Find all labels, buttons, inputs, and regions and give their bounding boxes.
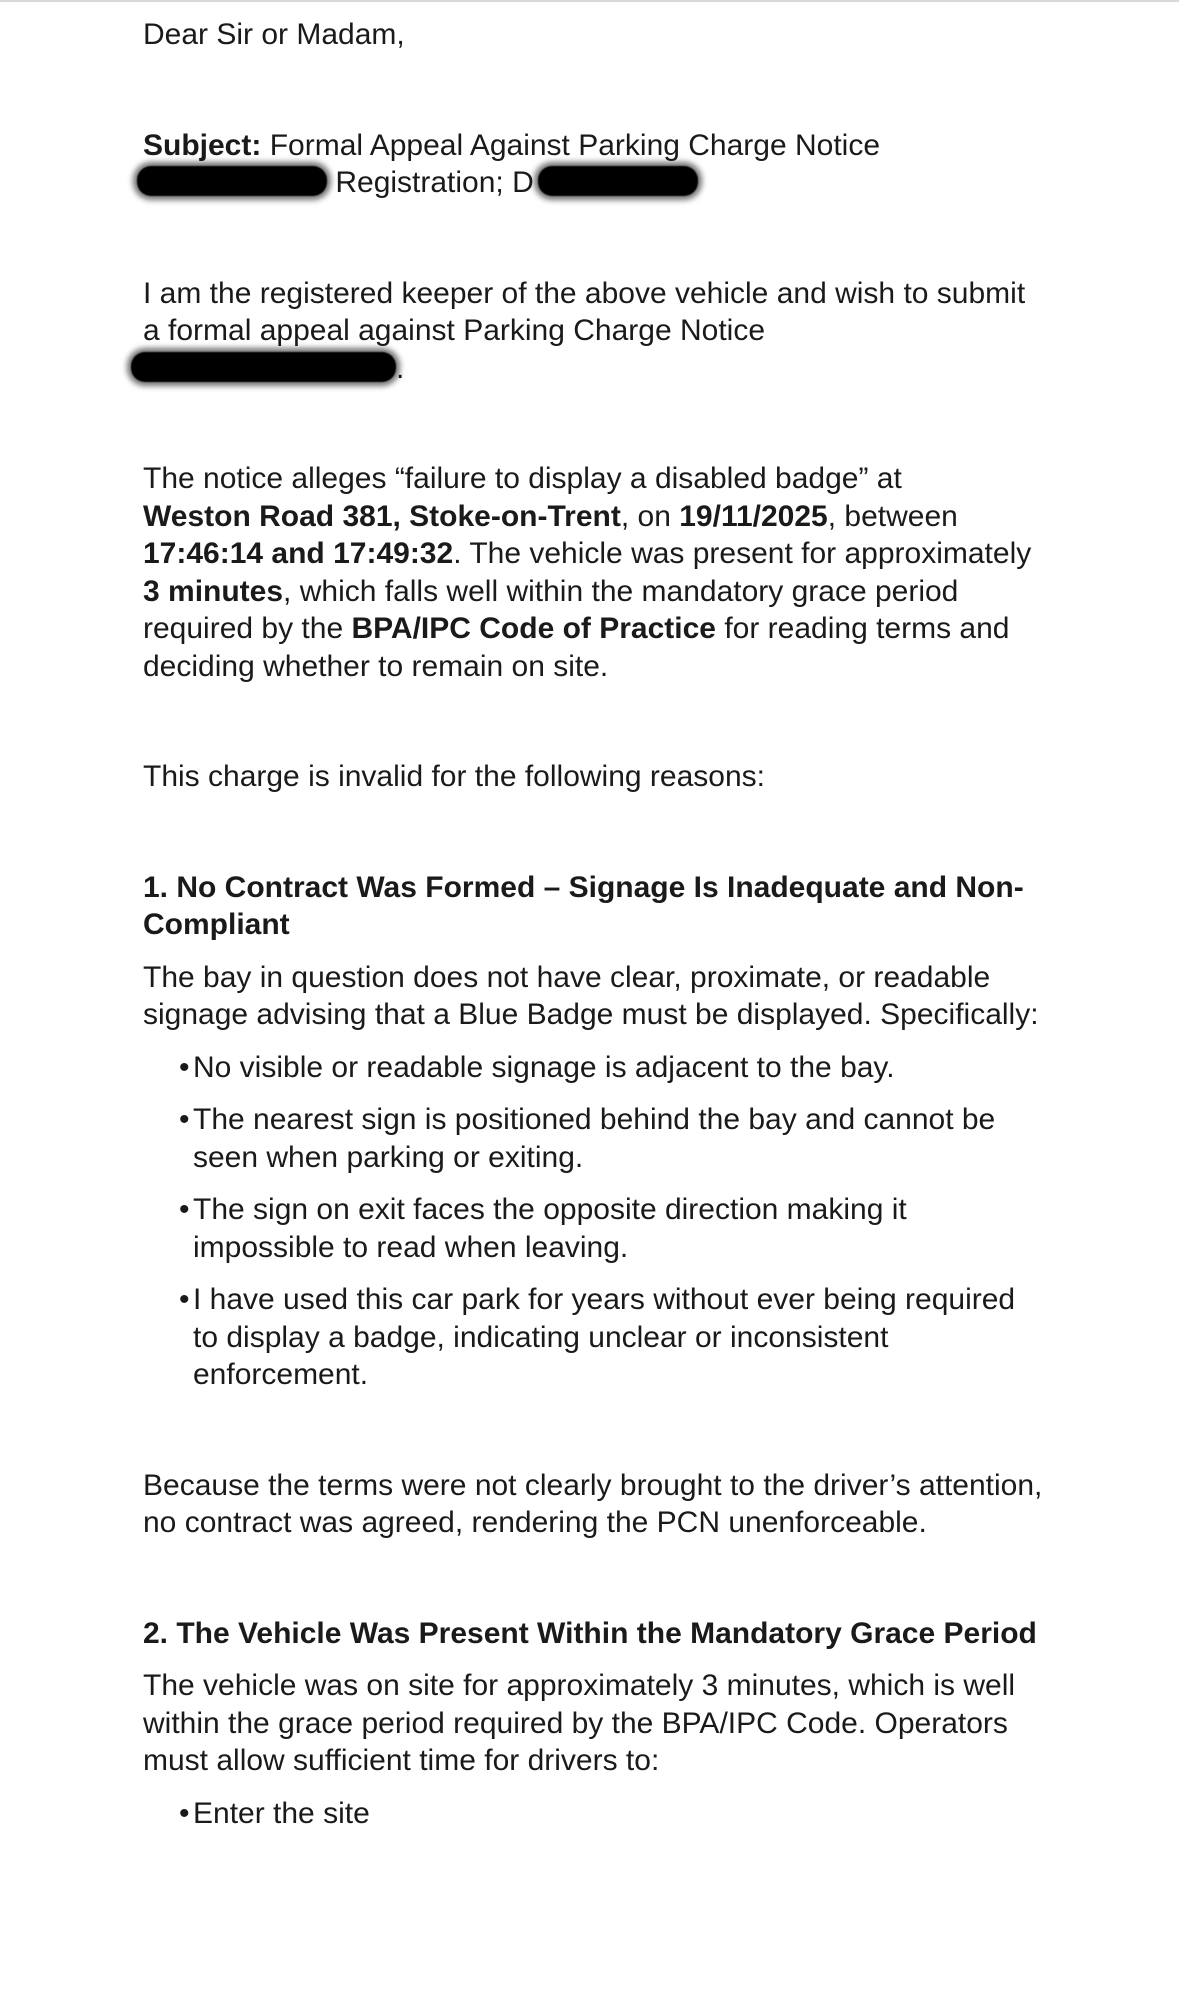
- allegation-duration: 3 minutes: [143, 574, 284, 608]
- list-item-text: I have used this car park for years without ever being required to display a badge, indicating unclear or inconsistent enforcement.: [193, 1283, 1016, 1391]
- list-item-text: The sign on exit faces the opposite direction making it impossible to read when leaving.: [193, 1193, 907, 1264]
- list-item: [143, 1795, 1043, 1833]
- letter-greeting: Dear Sir or Madam,: [143, 18, 405, 51]
- subject-registration: Registration; D: [335, 166, 534, 199]
- allegation-text: , on: [620, 499, 680, 533]
- section-body: The bay in question does not have clear, proximate, or readable signage advising that a Blue Badge must be displayed. Specifically:: [143, 960, 1039, 1031]
- subject-label: Subject:: [143, 128, 262, 162]
- bullet-list: [143, 1795, 1043, 1833]
- bullet-icon: •: [179, 1050, 190, 1084]
- bullet-icon: •: [179, 1193, 190, 1226]
- redacted-registration: [538, 166, 698, 196]
- allegation-text: , which falls well within the mandatory grace period required by the: [143, 574, 959, 645]
- subject-text: Formal Appeal Against Parking Charge Notice: [269, 128, 881, 162]
- allegation-text: , between: [827, 499, 958, 533]
- bullet-icon: •: [179, 1796, 190, 1830]
- intro-text: I am the registered keeper of the above vehicle and wish to submit a formal appeal against Parking Charge Notice: [143, 276, 1026, 347]
- list-item: [143, 1191, 1043, 1266]
- list-item: [143, 1281, 1043, 1394]
- allegation-code: BPA/IPC Code of Practice: [351, 612, 716, 645]
- allegation-text: . The vehicle was present for approximately: [453, 537, 1032, 570]
- appeal-letter: [143, 16, 1043, 1847]
- list-item-text: Enter the site: [193, 1796, 370, 1830]
- letter-subject: [143, 127, 1043, 202]
- allegation-times: 17:46:14 and 17:49:32: [143, 537, 454, 570]
- section-conclusion: Because the terms were not clearly brought to the driver’s attention, no contract was agreed, rendering the PCN unenforceable.: [143, 1468, 1043, 1539]
- section-heading: 2. The Vehicle Was Present Within the Mandatory Grace Period: [143, 1616, 1037, 1650]
- intro-end: .: [396, 351, 405, 385]
- allegation-date: 19/11/2025: [679, 499, 828, 533]
- top-divider: [0, 0, 1179, 6]
- letter-intro: [143, 275, 1043, 388]
- list-item-text: The nearest sign is positioned behind the bay and cannot be seen when parking or exiting.: [193, 1103, 996, 1174]
- bullet-icon: •: [179, 1283, 190, 1316]
- section-heading: 1. No Contract Was Formed – Signage Is Inadequate and Non-Compliant: [143, 870, 1024, 941]
- allegation-text: The notice alleges “failure to display a disabled badge” at: [143, 462, 902, 495]
- reasons-intro: This charge is invalid for the following reasons:: [143, 760, 765, 793]
- allegation-text: for reading terms and deciding whether to remain on site.: [143, 612, 1010, 683]
- section-body: The vehicle was on site for approximately 3 minutes, which is well within the grace period required by the BPA/IPC Code. Operators must allow sufficient time for drivers to:: [143, 1669, 1016, 1777]
- list-item-text: No visible or readable signage is adjacent to the bay.: [193, 1050, 895, 1084]
- list-item: [143, 1101, 1043, 1176]
- allegation-paragraph: [143, 460, 1043, 685]
- allegation-location: Weston Road 381, Stoke-on-Trent: [143, 499, 621, 533]
- list-item: [143, 1049, 1043, 1087]
- redacted-reference-2: [131, 352, 396, 382]
- bullet-list: [143, 1049, 1043, 1394]
- bullet-icon: •: [179, 1103, 190, 1136]
- redacted-reference: [137, 166, 327, 196]
